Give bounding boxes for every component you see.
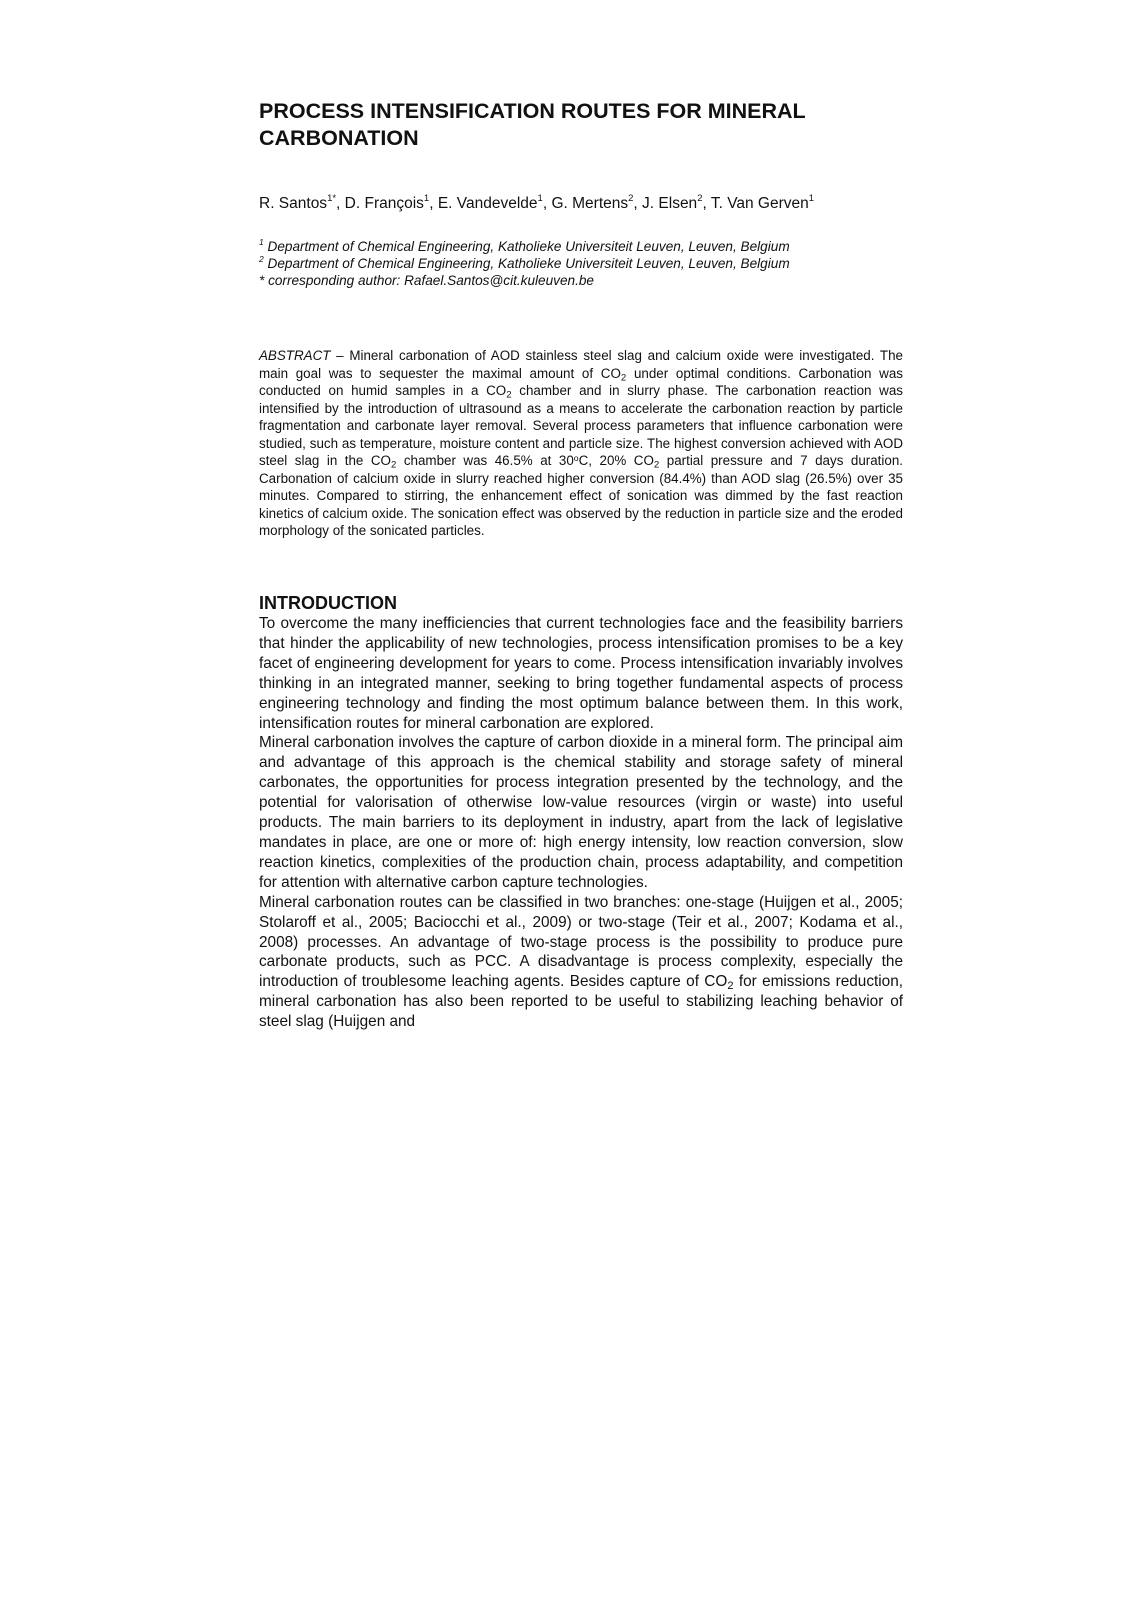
intro-paragraph-1: To overcome the many inefficiencies that current technologies face and the feasibility barriers that hinder the applicability of new technologies, process intensification promises to be a key facet of engineering development for years to come. Process intensification invariably involves thinking in an integrated manner, seeking to bring together fundamental aspects of process engineering technology and finding the most optimum balance between them. In this work, intensification routes for mineral carbonation are explored. (259, 615, 903, 732)
author-list (259, 194, 919, 214)
intro-paragraph-3: Mineral carbonation routes can be classified in two branches: one-stage (Huijgen et al., 2005; Stolaroff et al., 2005; Baciocchi et al., 2009) or two-stage (Teir et al., 2007; Kodama et al., 2008) processes. An advantage of two-stage process is the possibility to produce pure carbonate products, such as PCC. A disadvantage is process complexity, especially the introduction of troublesome leaching agents. Besides capture of $CO_2$ for emissions reduction, mineral carbonation has also been reported to be useful to stabilizing leaching behavior of steel slag (Huijgen and (259, 893, 903, 1031)
author: D. François$^1$, (344, 193, 438, 212)
introduction-body (259, 614, 903, 1032)
corresponding-author: * corresponding author: Rafael.Santos@cit.kuleuven.be (259, 273, 594, 288)
affiliation-1: $^1$ Department of Chemical Engineering, Katholieke Universiteit Leuven, Leuven, Belgium (259, 237, 790, 254)
author: E. Vandevelde$^1$, (437, 193, 552, 212)
author: R. Santos$^{1*}$, (259, 193, 345, 212)
section-heading-introduction: INTRODUCTION (259, 593, 397, 613)
abstract: ABSTRACT – Mineral carbonation of AOD stainless steel slag and calcium oxide were investigated. The main goal was to sequester the maximal amount of $CO_2$ under optimal conditions. Carbonation was conducted on humid samples in a $CO_2$ chamber and in slurry phase. The carbonation reaction was intensified by the introduction of ultrasound as a means to accelerate the carbonation reaction by particle fragmentation and carbonate layer removal. Several process parameters that influence carbonation were studied, such as temperature, moisture content and particle size. The highest conversion achieved with AOD steel slag in the $CO_2$ chamber was 46.5% at 30$^o$C, 20% $CO_2$ partial pressure and 7 days duration. Carbonation of calcium oxide in slurry reached higher conversion (84.4%) than AOD slag (26.5%) over 35 minutes. Compared to stirring, the enhancement effect of sonication was dimmed by the fast reaction kinetics of calcium oxide. The sonication effect was observed by the reduction in particle size and the eroded morphology of the sonicated particles. (259, 348, 903, 539)
author: G. Mertens$^2$, (551, 193, 643, 212)
author: T. Van Gerven$^1$ (710, 193, 815, 212)
author: J. Elsen$^2$, (642, 193, 711, 212)
intro-paragraph-2: Mineral carbonation involves the capture of carbon dioxide in a mineral form. The principal aim and advantage of this approach is the chemical stability and storage safety of mineral carbonates, the opportunities for process integration presented by the technology, and the potential for valorisation of otherwise low-value resources (virgin or waste) into useful products. The main barriers to its deployment in industry, apart from the lack of legislative mandates in place, are one or more of: high energy intensity, low reaction conversion, slow reaction kinetics, complexities of the production chain, process adaptability, and competition for attention with alternative carbon capture technologies. (259, 734, 903, 891)
abstract-label: ABSTRACT (259, 348, 331, 363)
affiliations (259, 238, 919, 289)
paper-title: PROCESS INTENSIFICATION ROUTES FOR MINERAL CARBONATION (259, 99, 806, 150)
affiliation-2: $^2$ Department of Chemical Engineering, Katholieke Universiteit Leuven, Leuven, Belgium (259, 254, 790, 271)
